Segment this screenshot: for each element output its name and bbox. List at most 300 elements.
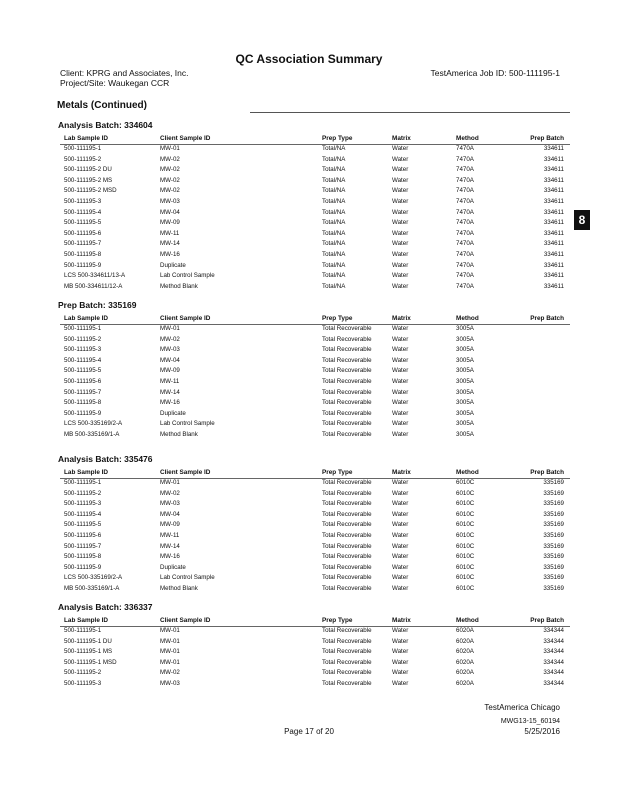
prep-type-cell: Total Recoverable bbox=[322, 500, 372, 508]
lab-sample-id-cell: 500-111195-8 bbox=[64, 251, 102, 258]
method-cell: 3005A bbox=[456, 431, 474, 438]
column-header-lab-sample-id: Lab Sample ID bbox=[64, 315, 109, 322]
table-row bbox=[60, 531, 570, 541]
table-row bbox=[60, 356, 570, 366]
client-sample-id-cell: MW-09 bbox=[160, 521, 180, 529]
prep-type-cell: Total/NA bbox=[322, 251, 346, 258]
matrix-cell: Water bbox=[392, 399, 409, 407]
method-cell: 3005A bbox=[456, 325, 474, 332]
client-sample-id-cell: Lab Control Sample bbox=[160, 574, 215, 582]
lab-sample-id-cell: 500-111195-2 MSD bbox=[64, 187, 117, 195]
method-cell: 7470A bbox=[456, 272, 474, 280]
prep-type-cell: Total/NA bbox=[322, 176, 346, 184]
lab-sample-id-cell: LCS 500-334611/13-A bbox=[64, 272, 126, 280]
client-sample-id-cell: MW-01 bbox=[160, 658, 180, 666]
footer-code: MWG13-15_60194 bbox=[500, 718, 560, 725]
client-sample-id-cell: Method Blank bbox=[160, 431, 198, 438]
method-cell: 6020A bbox=[456, 658, 474, 666]
table-row bbox=[60, 398, 570, 408]
method-cell: 6010C bbox=[456, 479, 475, 486]
matrix-cell: Water bbox=[392, 542, 409, 550]
table-row bbox=[60, 229, 570, 239]
column-header-lab-sample-id: Lab Sample ID bbox=[64, 469, 109, 476]
method-cell: 7470A bbox=[456, 187, 474, 195]
lab-sample-id-cell: LCS 500-335169/2-A bbox=[64, 574, 123, 582]
matrix-cell: Water bbox=[392, 680, 409, 687]
lab-sample-id-cell: 500-111195-1 bbox=[64, 325, 102, 332]
prep-type-cell: Total Recoverable bbox=[322, 553, 372, 561]
table-row bbox=[60, 419, 570, 429]
method-cell: 7470A bbox=[456, 240, 474, 248]
prep-batch-cell: 334611 bbox=[543, 240, 564, 248]
client-sample-id-cell: MW-16 bbox=[160, 553, 180, 561]
prep-type-cell: Total Recoverable bbox=[322, 335, 372, 343]
table-row bbox=[60, 197, 570, 207]
section-rule bbox=[250, 112, 570, 113]
method-cell: 7470A bbox=[456, 145, 474, 152]
client-sample-id-cell: MW-14 bbox=[160, 542, 180, 550]
client-sample-id-cell: Lab Control Sample bbox=[160, 420, 215, 428]
method-cell: 3005A bbox=[456, 356, 474, 364]
table-row bbox=[60, 542, 570, 552]
prep-batch-cell: 335169 bbox=[543, 510, 564, 518]
prep-type-cell: Total Recoverable bbox=[322, 637, 372, 645]
lab-sample-id-cell: 500-111195-7 bbox=[64, 542, 102, 550]
lab-sample-id-cell: 500-111195-1 DU bbox=[64, 637, 112, 645]
matrix-cell: Water bbox=[392, 198, 409, 205]
prep-batch-cell: 334611 bbox=[543, 282, 564, 290]
client-sample-id-cell: MW-11 bbox=[160, 378, 180, 385]
section-tab: 8 bbox=[574, 210, 590, 230]
method-cell: 6010C bbox=[456, 574, 475, 582]
column-header-prep-type: Prep Type bbox=[322, 469, 353, 476]
client-sample-id-cell: MW-11 bbox=[160, 229, 180, 237]
prep-type-cell: Total Recoverable bbox=[322, 658, 372, 666]
table-row bbox=[60, 552, 570, 562]
table-row bbox=[60, 637, 570, 647]
table-row bbox=[60, 377, 570, 387]
matrix-cell: Water bbox=[392, 251, 409, 258]
lab-sample-id-cell: 500-111195-9 bbox=[64, 409, 102, 417]
table-row bbox=[60, 478, 570, 488]
method-cell: 7470A bbox=[456, 198, 474, 205]
prep-batch-cell: 335169 bbox=[543, 479, 564, 486]
table-row bbox=[60, 335, 570, 345]
lab-sample-id-cell: 500-111195-3 bbox=[64, 198, 102, 205]
lab-sample-id-cell: 500-111195-6 bbox=[64, 532, 102, 539]
client-sample-id-cell: MW-14 bbox=[160, 388, 180, 396]
prep-batch-cell: 334611 bbox=[543, 261, 564, 269]
table-row bbox=[60, 261, 570, 271]
column-header-lab-sample-id: Lab Sample ID bbox=[64, 617, 109, 624]
method-cell: 6010C bbox=[456, 563, 475, 571]
matrix-cell: Water bbox=[392, 261, 409, 269]
lab-sample-id-cell: 500-111195-1 bbox=[64, 627, 102, 634]
prep-type-cell: Total Recoverable bbox=[322, 325, 372, 332]
lab-sample-id-cell: 500-111195-5 bbox=[64, 521, 102, 529]
prep-type-cell: Total Recoverable bbox=[322, 356, 372, 364]
prep-type-cell: Total/NA bbox=[322, 208, 346, 216]
prep-type-cell: Total Recoverable bbox=[322, 409, 372, 417]
column-header-matrix: Matrix bbox=[392, 315, 411, 322]
client-sample-id-cell: MW-02 bbox=[160, 489, 180, 497]
method-cell: 3005A bbox=[456, 409, 474, 417]
section-heading: Metals (Continued) bbox=[57, 100, 147, 111]
method-cell: 3005A bbox=[456, 388, 474, 396]
client-sample-id-cell: Duplicate bbox=[160, 563, 186, 571]
lab-sample-id-cell: 500-111195-8 bbox=[64, 399, 102, 407]
prep-batch-cell: 334611 bbox=[543, 166, 564, 174]
matrix-cell: Water bbox=[392, 431, 409, 438]
lab-sample-id-cell: 500-111195-4 bbox=[64, 356, 102, 364]
column-header-matrix: Matrix bbox=[392, 135, 411, 142]
client-sample-id-cell: MW-01 bbox=[160, 145, 180, 152]
prep-type-cell: Total Recoverable bbox=[322, 346, 372, 354]
client-sample-id-cell: MW-04 bbox=[160, 356, 180, 364]
client-sample-id-cell: MW-02 bbox=[160, 335, 180, 343]
matrix-cell: Water bbox=[392, 335, 409, 343]
lab-sample-id-cell: 500-111195-1 bbox=[64, 145, 102, 152]
column-header-method: Method bbox=[456, 469, 479, 476]
prep-type-cell: Total Recoverable bbox=[322, 420, 372, 428]
method-cell: 6020A bbox=[456, 669, 474, 677]
table-row bbox=[60, 679, 570, 689]
lab-sample-id-cell: 500-111195-2 bbox=[64, 335, 102, 343]
prep-batch-cell: 334611 bbox=[543, 219, 564, 227]
matrix-cell: Water bbox=[392, 187, 409, 195]
prep-batch-cell: 334611 bbox=[543, 208, 564, 216]
table-row bbox=[60, 658, 570, 668]
prep-type-cell: Total/NA bbox=[322, 198, 346, 205]
table-row bbox=[60, 520, 570, 530]
matrix-cell: Water bbox=[392, 240, 409, 248]
method-cell: 6010C bbox=[456, 553, 475, 561]
batch-heading: Analysis Batch: 335476 bbox=[58, 454, 153, 464]
lab-sample-id-cell: 500-111195-7 bbox=[64, 240, 102, 248]
client-sample-id-cell: MW-02 bbox=[160, 176, 180, 184]
table-row bbox=[60, 563, 570, 573]
prep-type-cell: Total Recoverable bbox=[322, 479, 372, 486]
lab-sample-id-cell: 500-111195-3 bbox=[64, 500, 102, 508]
method-cell: 6010C bbox=[456, 585, 475, 592]
prep-type-cell: Total/NA bbox=[322, 219, 346, 227]
prep-type-cell: Total/NA bbox=[322, 261, 346, 269]
client-label: Client: KPRG and Associates, Inc. bbox=[60, 68, 189, 78]
lab-sample-id-cell: 500-111195-2 DU bbox=[64, 166, 112, 174]
prep-type-cell: Total/NA bbox=[322, 240, 346, 248]
table-row bbox=[60, 271, 570, 281]
prep-type-cell: Total Recoverable bbox=[322, 431, 372, 438]
column-header-prep-type: Prep Type bbox=[322, 135, 353, 142]
lab-sample-id-cell: 500-111195-7 bbox=[64, 388, 102, 396]
prep-batch-cell: 335169 bbox=[543, 553, 564, 561]
lab-sample-id-cell: LCS 500-335169/2-A bbox=[64, 420, 123, 428]
prep-type-cell: Total/NA bbox=[322, 229, 346, 237]
method-cell: 7470A bbox=[456, 166, 474, 174]
matrix-cell: Water bbox=[392, 325, 409, 332]
batch-heading: Analysis Batch: 334604 bbox=[58, 120, 153, 130]
prep-type-cell: Total Recoverable bbox=[322, 388, 372, 396]
table-row bbox=[60, 218, 570, 228]
prep-type-cell: Total Recoverable bbox=[322, 574, 372, 582]
method-cell: 7470A bbox=[456, 251, 474, 258]
matrix-cell: Water bbox=[392, 145, 409, 152]
prep-type-cell: Total Recoverable bbox=[322, 585, 372, 592]
prep-batch-cell: 334611 bbox=[543, 251, 564, 258]
matrix-cell: Water bbox=[392, 553, 409, 561]
matrix-cell: Water bbox=[392, 585, 409, 592]
table-row bbox=[60, 144, 570, 154]
table-row bbox=[60, 250, 570, 260]
method-cell: 3005A bbox=[456, 378, 474, 385]
method-cell: 6010C bbox=[456, 510, 475, 518]
table-row bbox=[60, 668, 570, 678]
prep-batch-cell: 335169 bbox=[543, 500, 564, 508]
client-sample-id-cell: MW-04 bbox=[160, 510, 180, 518]
prep-batch-cell: 335169 bbox=[543, 542, 564, 550]
lab-sample-id-cell: 500-111195-2 bbox=[64, 669, 102, 677]
method-cell: 6010C bbox=[456, 542, 475, 550]
client-sample-id-cell: Lab Control Sample bbox=[160, 272, 215, 280]
table-row bbox=[60, 366, 570, 376]
matrix-cell: Water bbox=[392, 155, 409, 163]
matrix-cell: Water bbox=[392, 367, 409, 375]
method-cell: 6010C bbox=[456, 489, 475, 497]
lab-sample-id-cell: 500-111195-3 bbox=[64, 680, 102, 687]
table-row bbox=[60, 186, 570, 196]
lab-sample-id-cell: MB 500-335169/1-A bbox=[64, 585, 120, 592]
matrix-cell: Water bbox=[392, 489, 409, 497]
table-row bbox=[60, 499, 570, 509]
prep-batch-cell: 334344 bbox=[543, 637, 564, 645]
lab-sample-id-cell: 500-111195-9 bbox=[64, 261, 102, 269]
client-sample-id-cell: MW-04 bbox=[160, 208, 180, 216]
client-sample-id-cell: MW-14 bbox=[160, 240, 180, 248]
prep-type-cell: Total Recoverable bbox=[322, 627, 372, 634]
column-header-matrix: Matrix bbox=[392, 469, 411, 476]
prep-type-cell: Total Recoverable bbox=[322, 648, 372, 656]
matrix-cell: Water bbox=[392, 346, 409, 354]
client-sample-id-cell: Method Blank bbox=[160, 585, 198, 592]
matrix-cell: Water bbox=[392, 166, 409, 174]
table-row bbox=[60, 388, 570, 398]
matrix-cell: Water bbox=[392, 282, 409, 290]
table-row bbox=[60, 239, 570, 249]
client-sample-id-cell: MW-09 bbox=[160, 367, 180, 375]
lab-sample-id-cell: 500-111195-1 MSD bbox=[64, 658, 117, 666]
client-sample-id-cell: MW-03 bbox=[160, 198, 180, 205]
matrix-cell: Water bbox=[392, 378, 409, 385]
lab-sample-id-cell: 500-111195-8 bbox=[64, 553, 102, 561]
matrix-cell: Water bbox=[392, 510, 409, 518]
column-header-client-sample-id: Client Sample ID bbox=[160, 135, 211, 142]
method-cell: 7470A bbox=[456, 261, 474, 269]
lab-sample-id-cell: 500-111195-1 MS bbox=[64, 648, 113, 656]
footer-page: Page 17 of 20 bbox=[284, 727, 334, 736]
method-cell: 6010C bbox=[456, 500, 475, 508]
prep-batch-cell: 335169 bbox=[543, 532, 564, 539]
matrix-cell: Water bbox=[392, 563, 409, 571]
client-sample-id-cell: MW-01 bbox=[160, 479, 180, 486]
method-cell: 3005A bbox=[456, 367, 474, 375]
method-cell: 6020A bbox=[456, 637, 474, 645]
client-sample-id-cell: MW-09 bbox=[160, 219, 180, 227]
lab-sample-id-cell: 500-111195-9 bbox=[64, 563, 102, 571]
column-header-method: Method bbox=[456, 617, 479, 624]
matrix-cell: Water bbox=[392, 420, 409, 428]
prep-batch-cell: 335169 bbox=[543, 574, 564, 582]
matrix-cell: Water bbox=[392, 176, 409, 184]
prep-batch-cell: 335169 bbox=[543, 585, 564, 592]
prep-type-cell: Total Recoverable bbox=[322, 399, 372, 407]
prep-type-cell: Total Recoverable bbox=[322, 510, 372, 518]
method-cell: 3005A bbox=[456, 420, 474, 428]
prep-type-cell: Total/NA bbox=[322, 187, 346, 195]
prep-batch-cell: 334611 bbox=[543, 155, 564, 163]
client-sample-id-cell: MW-03 bbox=[160, 500, 180, 508]
column-header-prep-batch: Prep Batch bbox=[530, 315, 564, 322]
client-sample-id-cell: MW-11 bbox=[160, 532, 180, 539]
prep-type-cell: Total Recoverable bbox=[322, 563, 372, 571]
table-row bbox=[60, 165, 570, 175]
lab-sample-id-cell: 500-111195-4 bbox=[64, 510, 102, 518]
column-header-prep-type: Prep Type bbox=[322, 315, 353, 322]
prep-batch-cell: 334611 bbox=[543, 176, 564, 184]
prep-type-cell: Total/NA bbox=[322, 155, 346, 163]
method-cell: 6010C bbox=[456, 532, 475, 539]
lab-sample-id-cell: MB 500-335169/1-A bbox=[64, 431, 120, 438]
matrix-cell: Water bbox=[392, 272, 409, 280]
matrix-cell: Water bbox=[392, 229, 409, 237]
column-header-client-sample-id: Client Sample ID bbox=[160, 469, 211, 476]
table-row bbox=[60, 584, 570, 594]
matrix-cell: Water bbox=[392, 356, 409, 364]
lab-sample-id-cell: 500-111195-3 bbox=[64, 346, 102, 354]
lab-sample-id-cell: 500-111195-4 bbox=[64, 208, 102, 216]
matrix-cell: Water bbox=[392, 648, 409, 656]
matrix-cell: Water bbox=[392, 627, 409, 634]
client-sample-id-cell: MW-01 bbox=[160, 325, 180, 332]
lab-sample-id-cell: 500-111195-6 bbox=[64, 378, 102, 385]
column-header-client-sample-id: Client Sample ID bbox=[160, 617, 211, 624]
lab-sample-id-cell: 500-111195-2 bbox=[64, 155, 102, 163]
method-cell: 7470A bbox=[456, 219, 474, 227]
project-label: Project/Site: Waukegan CCR bbox=[60, 78, 170, 88]
prep-batch-cell: 334611 bbox=[543, 145, 564, 152]
column-header-method: Method bbox=[456, 135, 479, 142]
client-sample-id-cell: MW-02 bbox=[160, 187, 180, 195]
footer-date: 5/25/2016 bbox=[524, 727, 560, 736]
matrix-cell: Water bbox=[392, 669, 409, 677]
client-sample-id-cell: MW-02 bbox=[160, 166, 180, 174]
prep-batch-cell: 335169 bbox=[543, 521, 564, 529]
method-cell: 7470A bbox=[456, 282, 474, 290]
table-row bbox=[60, 573, 570, 583]
method-cell: 6020A bbox=[456, 648, 474, 656]
prep-batch-cell: 334611 bbox=[543, 229, 564, 237]
batch-heading: Analysis Batch: 336337 bbox=[58, 602, 153, 612]
client-sample-id-cell: Duplicate bbox=[160, 261, 186, 269]
prep-batch-cell: 334611 bbox=[543, 187, 564, 195]
column-header-client-sample-id: Client Sample ID bbox=[160, 315, 211, 322]
method-cell: 7470A bbox=[456, 208, 474, 216]
matrix-cell: Water bbox=[392, 500, 409, 508]
column-header-prep-batch: Prep Batch bbox=[530, 469, 564, 476]
prep-batch-cell: 334344 bbox=[543, 658, 564, 666]
lab-sample-id-cell: 500-111195-5 bbox=[64, 367, 102, 375]
matrix-cell: Water bbox=[392, 637, 409, 645]
column-header-prep-batch: Prep Batch bbox=[530, 617, 564, 624]
prep-type-cell: Total Recoverable bbox=[322, 669, 372, 677]
prep-batch-cell: 334344 bbox=[543, 669, 564, 677]
method-cell: 3005A bbox=[456, 335, 474, 343]
matrix-cell: Water bbox=[392, 521, 409, 529]
client-sample-id-cell: MW-16 bbox=[160, 251, 180, 258]
column-header-lab-sample-id: Lab Sample ID bbox=[64, 135, 109, 142]
table-row bbox=[60, 626, 570, 636]
lab-sample-id-cell: 500-111195-1 bbox=[64, 479, 102, 486]
table-row bbox=[60, 489, 570, 499]
client-sample-id-cell: MW-01 bbox=[160, 637, 180, 645]
client-sample-id-cell: MW-01 bbox=[160, 648, 180, 656]
client-sample-id-cell: Duplicate bbox=[160, 409, 186, 417]
table-row bbox=[60, 647, 570, 657]
job-id: TestAmerica Job ID: 500-111195-1 bbox=[430, 68, 560, 78]
method-cell: 7470A bbox=[456, 155, 474, 163]
table-row bbox=[60, 282, 570, 292]
client-sample-id-cell: Method Blank bbox=[160, 282, 198, 290]
prep-type-cell: Total Recoverable bbox=[322, 378, 372, 385]
table-row bbox=[60, 324, 570, 334]
method-cell: 6020A bbox=[456, 680, 474, 687]
client-sample-id-cell: MW-03 bbox=[160, 680, 180, 687]
matrix-cell: Water bbox=[392, 409, 409, 417]
column-header-prep-batch: Prep Batch bbox=[530, 135, 564, 142]
matrix-cell: Water bbox=[392, 658, 409, 666]
matrix-cell: Water bbox=[392, 574, 409, 582]
table-row bbox=[60, 345, 570, 355]
prep-batch-cell: 335169 bbox=[543, 563, 564, 571]
lab-sample-id-cell: MB 500-334611/12-A bbox=[64, 282, 123, 290]
prep-type-cell: Total Recoverable bbox=[322, 532, 372, 539]
prep-type-cell: Total Recoverable bbox=[322, 367, 372, 375]
matrix-cell: Water bbox=[392, 219, 409, 227]
method-cell: 3005A bbox=[456, 399, 474, 407]
client-sample-id-cell: MW-02 bbox=[160, 669, 180, 677]
table-row bbox=[60, 208, 570, 218]
method-cell: 6010C bbox=[456, 521, 475, 529]
prep-type-cell: Total Recoverable bbox=[322, 680, 372, 687]
lab-sample-id-cell: 500-111195-2 MS bbox=[64, 176, 113, 184]
method-cell: 3005A bbox=[456, 346, 474, 354]
prep-batch-cell: 334344 bbox=[543, 627, 564, 634]
matrix-cell: Water bbox=[392, 388, 409, 396]
client-sample-id-cell: MW-02 bbox=[160, 155, 180, 163]
table-row bbox=[60, 155, 570, 165]
table-row bbox=[60, 409, 570, 419]
prep-type-cell: Total Recoverable bbox=[322, 489, 372, 497]
method-cell: 6020A bbox=[456, 627, 474, 634]
prep-batch-cell: 334344 bbox=[543, 680, 564, 687]
prep-batch-cell: 335169 bbox=[543, 489, 564, 497]
batch-heading: Prep Batch: 335169 bbox=[58, 300, 137, 310]
prep-batch-cell: 334611 bbox=[543, 272, 564, 280]
client-sample-id-cell: MW-16 bbox=[160, 399, 180, 407]
matrix-cell: Water bbox=[392, 479, 409, 486]
method-cell: 7470A bbox=[456, 176, 474, 184]
lab-sample-id-cell: 500-111195-2 bbox=[64, 489, 102, 497]
prep-type-cell: Total/NA bbox=[322, 282, 346, 290]
